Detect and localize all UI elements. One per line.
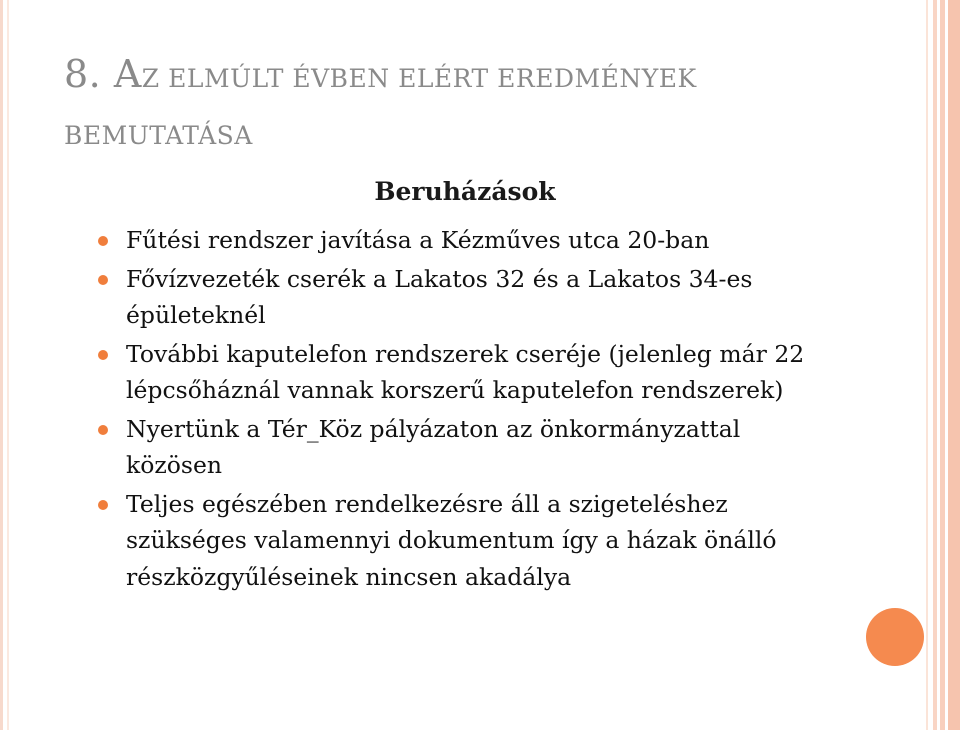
- bullet-icon: [98, 500, 108, 510]
- bullet-icon: [98, 425, 108, 435]
- right-decor-stripe: [926, 0, 928, 730]
- bullet-icon: [98, 350, 108, 360]
- list-item-text: Fűtési rendszer javítása a Kézműves utca 20-ban: [126, 226, 710, 254]
- list-item: [98, 486, 828, 596]
- bullet-list: [98, 222, 828, 597]
- title-number: 8.: [64, 52, 114, 96]
- list-item-text: Teljes egészében rendelkezésre áll a szigeteléshez szükséges valamennyi dokumentum így a házak önálló részközgyűléseinek nincsen akadálya: [126, 489, 777, 591]
- left-decor-stripe: [7, 0, 9, 730]
- list-item-text: Nyertünk a Tér_Köz pályázaton az önkormányzattal közösen: [126, 414, 741, 479]
- right-decor-stripe: [933, 0, 937, 730]
- list-item-text: Fővízvezeték cserék a Lakatos 32 és a Lakatos 34-es épületeknél: [126, 264, 753, 329]
- list-item: [98, 222, 828, 259]
- right-decor-stripe: [948, 0, 960, 730]
- bullet-icon: [98, 236, 108, 246]
- right-decor-stripe: [940, 0, 945, 730]
- slide-title: [64, 48, 884, 162]
- title-line-2: BEMUTATÁSA: [64, 121, 253, 150]
- list-item: [98, 336, 828, 409]
- list-item: [98, 411, 828, 484]
- bullet-icon: [98, 275, 108, 285]
- title-line-1: Z ELMÚLT ÉVBEN ELÉRT EREDMÉNYEK: [141, 64, 697, 93]
- title-first-letter: A: [113, 52, 142, 96]
- list-item-text: További kaputelefon rendszerek cseréje (jelenleg már 22 lépcsőháznál vannak korszerű kaputelefon rendszerek): [126, 339, 805, 404]
- list-item: [98, 261, 828, 334]
- section-heading: Beruházások: [374, 177, 556, 206]
- left-decor-stripe: [0, 0, 3, 730]
- decor-circle-icon: [866, 608, 924, 666]
